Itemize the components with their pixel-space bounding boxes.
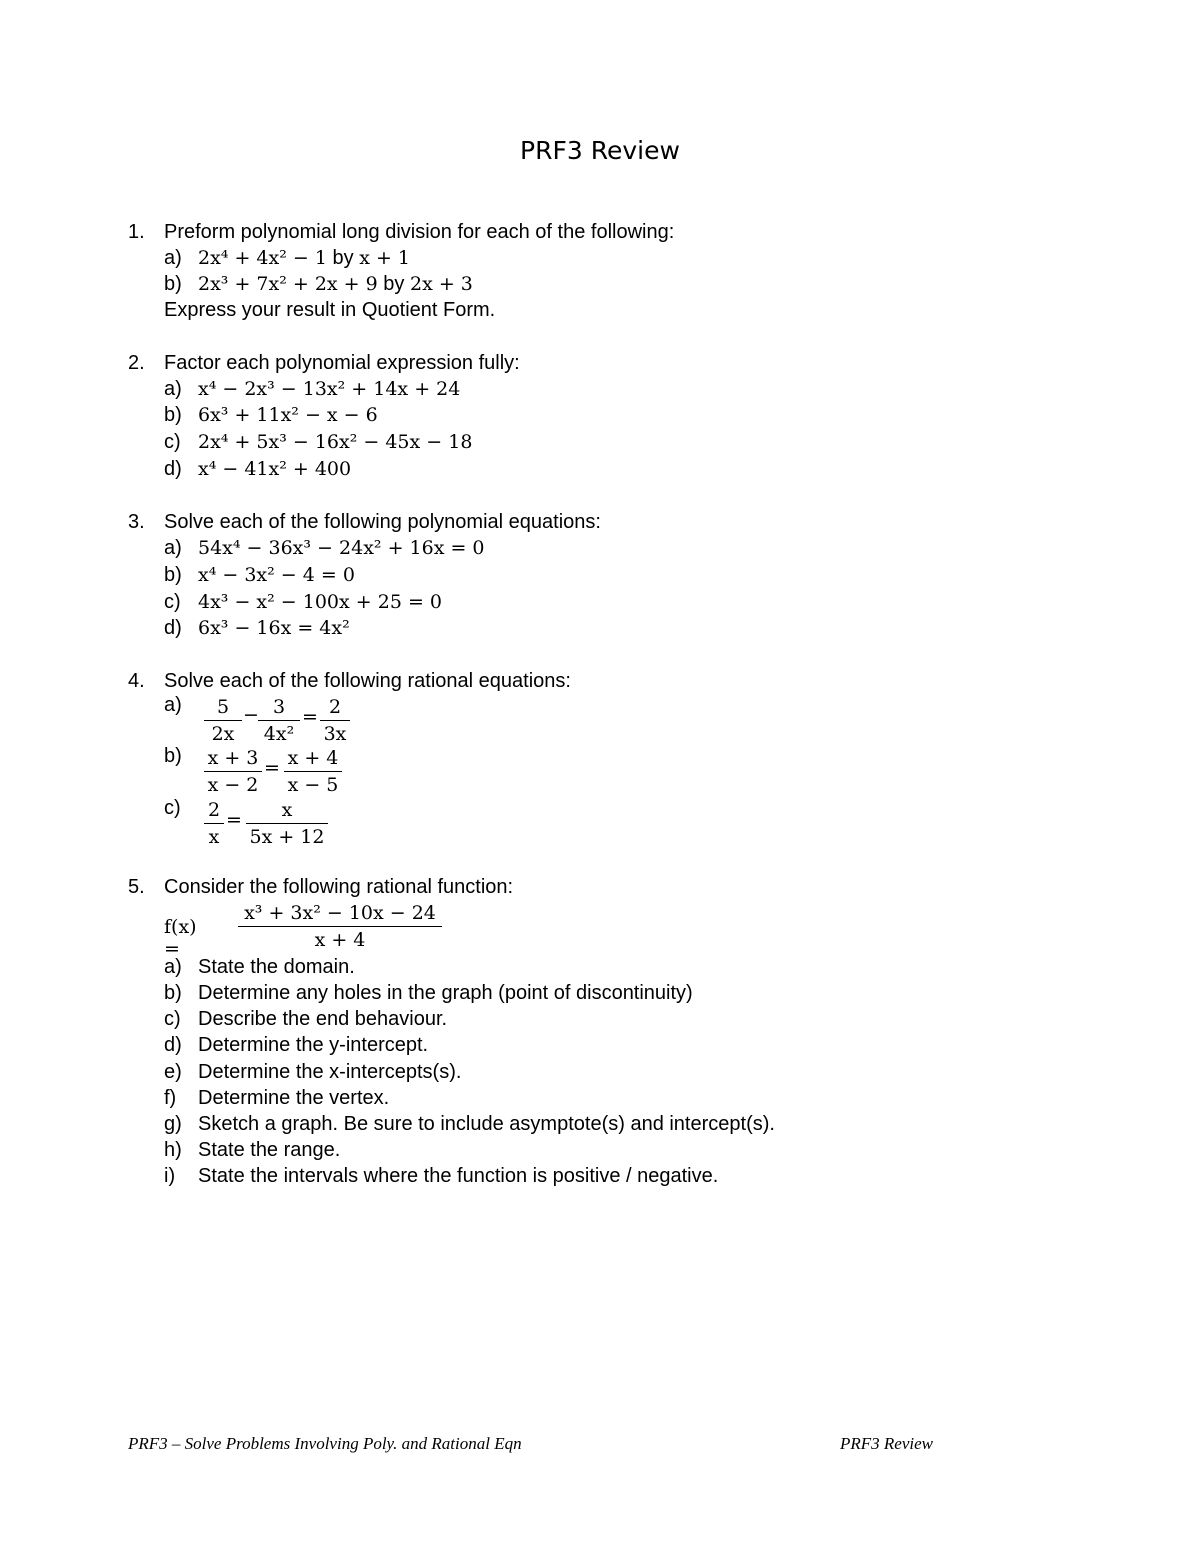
fraction [284,745,342,798]
fraction [204,745,262,798]
fraction [258,694,300,747]
q3-part-a [164,535,485,561]
q5-part-h [164,1137,340,1163]
part-label: a) [164,247,182,269]
operator: = [264,757,280,779]
part-label: b) [164,982,182,1004]
function-fraction [238,900,442,953]
q2-part-a [164,376,460,402]
operator: = [302,706,318,728]
q5-part-g [164,1111,775,1137]
question-text: Solve each of the following polynomial equations: [164,511,601,533]
q1-part-b [164,271,473,297]
q2-part-d [164,456,351,482]
part-label: b) [164,404,182,426]
denominator: x [208,826,220,848]
q5-part-b [164,980,693,1006]
denominator: x − 5 [287,774,339,796]
part-label: c) [164,797,181,819]
part-text: Sketch a graph. Be sure to include asymptote(s) and intercept(s). [198,1113,775,1135]
part-text: Determine the x-intercepts(s). [198,1061,462,1083]
question-text: Consider the following rational function: [164,876,514,898]
numerator: x³ + 3x² − 10x − 24 [244,902,436,924]
numerator: x + 3 [207,747,259,769]
part-text: State the intervals where the function is positive / negative. [198,1165,719,1187]
question-number: 4. [128,670,145,692]
denominator: x − 2 [207,774,259,796]
math-expression: 54x⁴ − 36x³ − 24x² + 16x = 0 [198,537,485,559]
math-expression: 2x³ + 7x² + 2x + 9 [198,273,378,295]
fraction [204,694,242,747]
fraction [204,797,224,850]
q5-part-i [164,1163,718,1189]
by-word: by [332,247,354,269]
q5-part-f [164,1085,389,1111]
part-label: b) [164,745,182,767]
operator: − [243,704,259,726]
q5-part-d [164,1032,428,1058]
footer-right: PRF3 Review [840,1434,933,1453]
math-expression: 6x³ − 16x = 4x² [198,617,350,639]
divisor-expression: x + 1 [359,247,410,269]
math-expression: x⁴ − 41x² + 400 [198,458,352,480]
math-expression: 6x³ + 11x² − x − 6 [198,404,378,426]
math-expression: 4x³ − x² − 100x + 25 = 0 [198,591,442,613]
q5-part-a [164,954,355,980]
question-text: Factor each polynomial expression fully: [164,352,520,374]
part-label: b) [164,564,182,586]
denominator: 3x [323,723,347,745]
denominator: 4x² [263,723,295,745]
q5-part-e [164,1059,461,1085]
q3-part-d [164,615,350,641]
q2-part-b [164,402,378,428]
numerator: 2 [328,696,342,718]
part-text: State the range. [198,1139,341,1161]
part-text: Describe the end behaviour. [198,1008,448,1030]
part-text: Determine the y-intercept. [198,1034,429,1056]
numerator: 2 [207,799,221,821]
part-text: State the domain. [198,956,355,978]
q1-note: Express your result in Quotient Form. [164,299,496,321]
numerator: x + 4 [287,747,339,769]
part-label: a) [164,537,182,559]
question-text: Preform polynomial long division for each of the following: [164,221,675,243]
q3-part-c [164,589,442,615]
part-label: g) [164,1113,182,1135]
question-number: 1. [128,221,145,243]
denominator: 2x [211,723,235,745]
part-label: d) [164,1034,182,1056]
part-text: Determine the vertex. [198,1087,390,1109]
fraction [246,797,328,850]
function-lhs: f(x) = [164,916,197,960]
question-text: Solve each of the following rational equations: [164,670,571,692]
numerator: 3 [272,696,286,718]
numerator: x [281,799,293,821]
part-label: c) [164,1008,181,1030]
denominator: x + 4 [314,929,366,951]
q1-part-a [164,245,410,271]
math-expression: x⁴ − 3x² − 4 = 0 [198,564,355,586]
part-label: c) [164,431,181,453]
part-label: a) [164,956,182,978]
question-number: 2. [128,352,145,374]
part-label: i) [164,1165,176,1187]
question-number: 5. [128,876,145,898]
part-text: Determine any holes in the graph (point of discontinuity) [198,982,693,1004]
q3-part-b [164,562,355,588]
question-number: 3. [128,511,145,533]
denominator: 5x + 12 [249,826,325,848]
part-label: d) [164,617,182,639]
fraction [320,694,350,747]
operator: = [226,809,242,831]
part-label: d) [164,458,182,480]
part-label: b) [164,273,182,295]
math-expression: x⁴ − 2x³ − 13x² + 14x + 24 [198,378,461,400]
divisor-expression: 2x + 3 [409,273,473,295]
numerator: 5 [216,696,230,718]
q2-part-c [164,429,472,455]
part-label: f) [164,1087,177,1109]
part-label: a) [164,694,182,716]
part-label: h) [164,1139,182,1161]
page-title: PRF3 Review [520,136,680,165]
by-word: by [383,273,405,295]
q5-part-c [164,1006,447,1032]
part-label: e) [164,1061,182,1083]
part-label: c) [164,591,181,613]
footer-left: PRF3 – Solve Problems Involving Poly. and Rational Eqn [128,1434,522,1453]
math-expression: 2x⁴ + 5x³ − 16x² − 45x − 18 [198,431,473,453]
math-expression: 2x⁴ + 4x² − 1 [198,247,327,269]
part-label: a) [164,378,182,400]
